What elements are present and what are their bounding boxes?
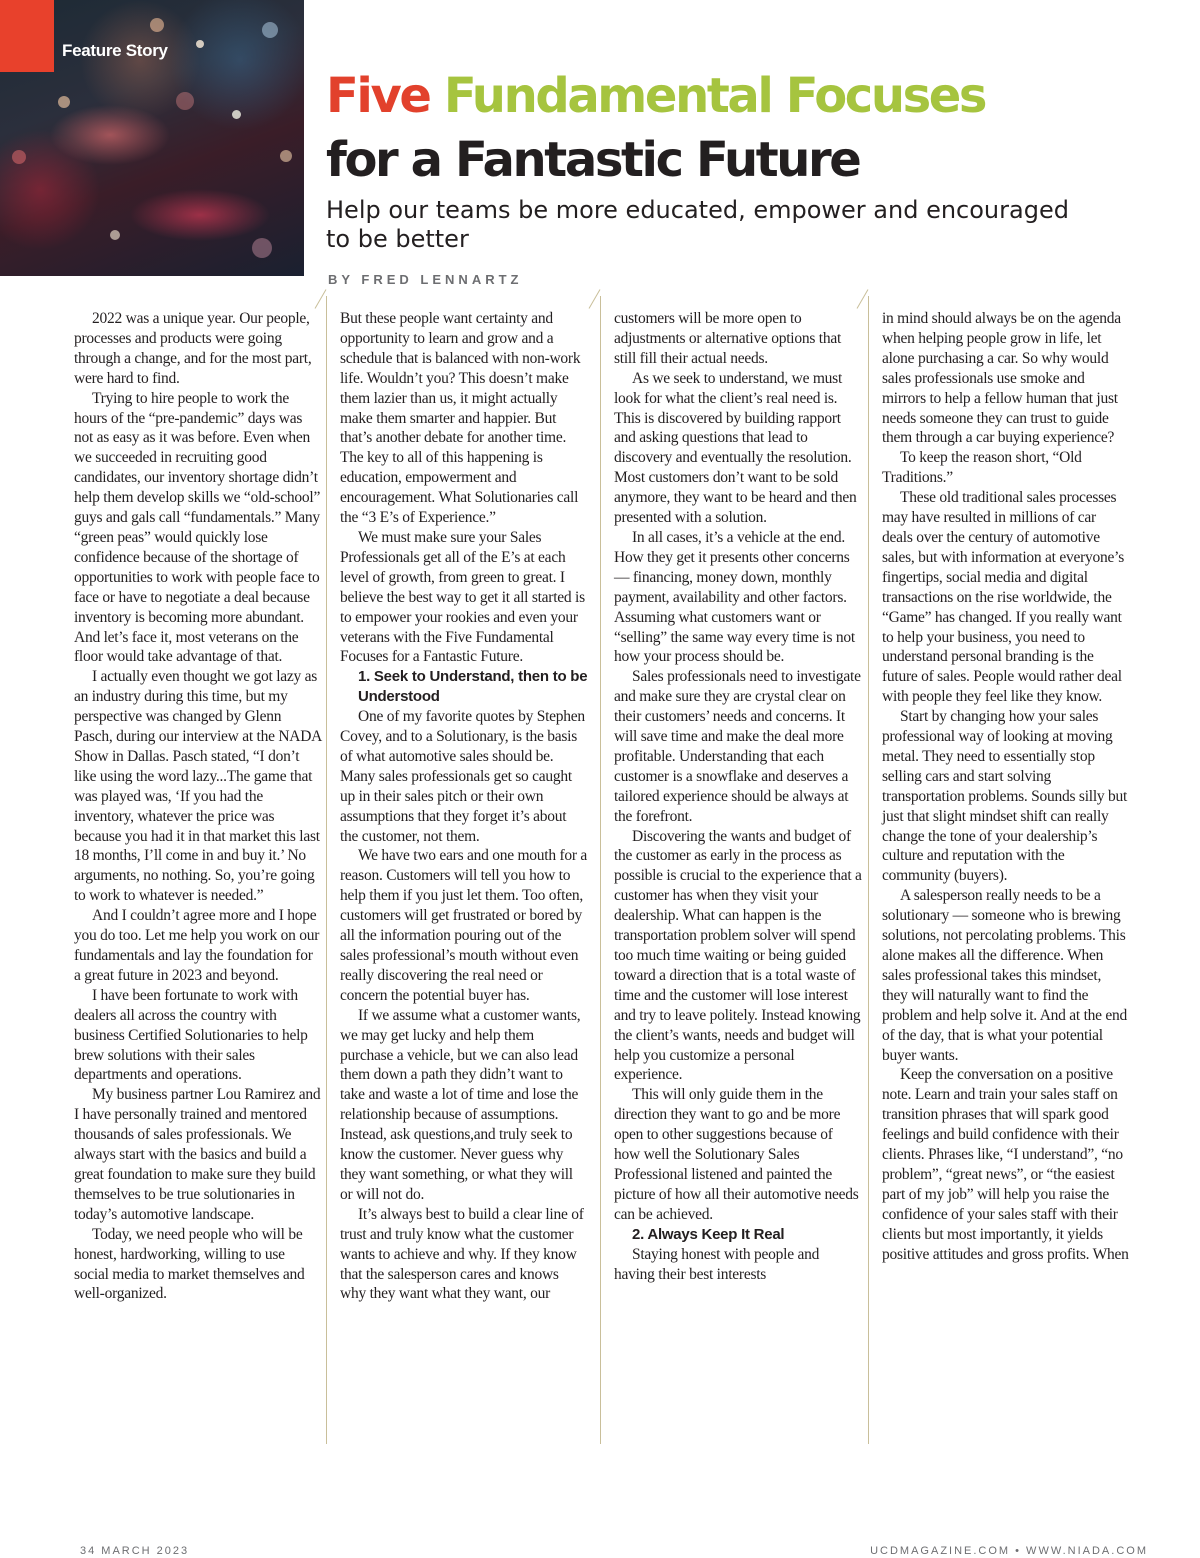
paragraph: in mind should always be on the agenda when helping people grow in life, let alone purchasing a car. So why would sales professionals use smoke and mirrors to help a fellow human that just needs someone they can trust to guide them through a car buying experience?: [882, 310, 1121, 447]
paragraph: Sales professionals need to investigate and make sure they are crystal clear on their customers’ needs and concerns. It will save time and make the deal more profitable. Understanding that each customer is a snowflake and deserves a tailored experience should be always at the forefront.: [614, 668, 861, 825]
paragraph: But these people want certainty and opportunity to learn and grow and a schedule that is balanced with non-work life. Wouldn’t you? This doesn’t make them lazier than us, it might actually make them smarter and happier. But that’s another debate for another time. The key to all of this happening is education, empowerment and encouragement. What Solutionaries call the “3 E’s of Experience.”: [340, 310, 581, 527]
column-divider: [326, 296, 328, 1444]
paragraph: My business partner Lou Ramirez and I have personally trained and mentored thousands of sales professionals. We always start with the basics and build a great foundation to make sure they build themselves to be true solutionaries in today’s automotive landscape.: [74, 1086, 321, 1223]
page-title: [326, 64, 985, 192]
paragraph: If we assume what a customer wants, we may get lucky and help them purchase a vehicle, but we can also lead them down a path they didn’t want to take and waste a lot of time and lose the relationship because of assumptions. Instead, ask questions,and truly seek to know the customer. Never guess why they want something, or what they will or will not do.: [340, 1006, 581, 1203]
article-column-2: [340, 309, 588, 1304]
hero-image: [0, 0, 304, 276]
paragraph: These old traditional sales processes may have resulted in millions of car deals over the century of automotive sales, but with information at everyone’s fingertips, social media and digital transactions on the rise worldwide, the “Game” has changed. If you really want to help your business, you need to understand personal branding is the future of sales. People would rather deal with people they feel like they know.: [882, 489, 1124, 706]
paragraph: Start by changing how your sales professional way of looking at moving metal. They need to essentially stop selling cars and start solving transportation problems. Sounds silly but just that slight mindset shift can really change the tone of your dealership’s culture and reputation with the community (buyers).: [882, 708, 1128, 885]
paragraph: It’s always best to build a clear line of trust and truly know what the customer wants to achieve and why. If they know that the salesperson cares and knows why they want what they want, our: [340, 1205, 584, 1303]
paragraph: I actually even thought we got lazy as an industry during this time, but my perspective was changed by Glenn Pasch, during our interview at the NADA Show in Dallas. Pasch stated, “I don’t like using the word lazy...The game that was played was, ‘If you had the inventory, whatever the price was because you had it in that market this last 18 months, I’ll come in and buy it.’ No arguments, no nothing. So, you’re going to work to whatever is needed.”: [74, 668, 322, 905]
page-info: 34 MARCH 2023: [80, 1545, 190, 1557]
title-line-two: for a Fantastic Future: [326, 132, 860, 188]
byline: BY FRED LENNARTZ: [328, 272, 523, 287]
paragraph: I have been fortunate to work with dealers all across the country with business Certified Solutionaries to help brew solutions with their sales departments and operations.: [74, 986, 308, 1084]
paragraph: Staying honest with people and having their best interests: [614, 1245, 820, 1283]
paragraph: In all cases, it’s a vehicle at the end. How they get it presents other concerns — financing, money down, monthly payment, availability and other factors. Assuming what customers want or “selling” the same way every time is not how your process should be.: [614, 528, 855, 666]
paragraph: As we seek to understand, we must look for what the client’s real need is. This is discovered by building rapport and asking questions that lead to discovery and eventually the resolution. Most customers don’t want to be sold anymore, they want to be heard and then presented with a solution.: [614, 369, 857, 527]
column-divider: [600, 296, 602, 1444]
paragraph: We must make sure your Sales Professionals get all of the E’s at each level of growth, from green to great. I believe the best way to get it all started is to empower your rookies and even your veterans with the Five Fundamental Focuses for a Fantastic Future.: [340, 528, 585, 666]
paragraph: Discovering the wants and budget of the customer as early in the process as possible is crucial to the experience that a customer has when they visit your dealership. What can happen is the transportation problem solver will spend too much time waiting or being guided toward a direction that is a total waste of time and the customer will lose interest and try to leave politely. Instead knowing the client’s wants, needs and budget will help you customize a personal experience.: [614, 827, 862, 1084]
section-heading: 1. Seek to Understand, then to be Understood: [358, 668, 588, 706]
section-label: Feature Story: [62, 41, 168, 60]
paragraph: To keep the reason short, “Old Traditions.”: [882, 449, 1082, 487]
subtitle: Help our teams be more educated, empower and encouraged to be better: [326, 196, 1069, 253]
paragraph: One of my favorite quotes by Stephen Covey, and to a Solutionary, is the basis of what automotive sales should be. Many sales professionals get so caught up in their sales pitch or their own assumptions that they forget it’s about the customer, not them.: [340, 708, 585, 845]
article-column-4: [882, 309, 1130, 1265]
paragraph: 2022 was a unique year. Our people, processes and products were going through a change, and for the most part, were hard to find.: [74, 310, 312, 387]
paragraph: This will only guide them in the direction they want to go and be more open to other suggestions because of how well the Solutionary Sales Professional listened and painted the picture of how all their automotive needs can be achieved.: [614, 1086, 859, 1223]
title-fundamental-focuses: Fundamental Focuses: [443, 68, 986, 124]
paragraph: Keep the conversation on a positive note. Learn and train your sales staff on transition phrases that will spark good feelings and build confidence with their clients. Phrases like, “I understand”, “no problem”, “great news”, or “the easiest part of my job” will help you raise the confidence of your sales staff with their clients but most importantly, it yields positive attitudes and gross profits. When: [882, 1066, 1129, 1263]
paragraph: We have two ears and one mouth for a reason. Customers will tell you how to help them if you just let them. Too often, customers will get frustrated or bored by all the information pouring out of the sales professional’s mouth without even really discovering the real need or concern the potential buyer has.: [340, 847, 588, 1004]
title-word-five: Five: [326, 68, 430, 124]
paragraph: Today, we need people who will be honest, hardworking, willing to use social media to market themselves and well-organized.: [74, 1225, 305, 1303]
column-divider: [868, 296, 870, 1444]
paragraph: A salesperson really needs to be a solutionary — someone who is brewing solutions, not percolating problems. This alone makes all the difference. When sales professional takes this mindset, they will naturally want to find the problem and help solve it. And at the end of the day, that is what your potential buyer wants.: [882, 887, 1128, 1064]
paragraph: And I couldn’t agree more and I hope you do too. Let me help you work on our fundamentals and lay the foundation for a great future in 2023 and beyond.: [74, 907, 320, 984]
paragraph: customers will be more open to adjustments or alternative options that still fill their actual needs.: [614, 310, 842, 367]
section-heading: 2. Always Keep It Real: [632, 1225, 785, 1243]
article-column-1: [74, 309, 322, 1304]
feature-tab: [0, 0, 54, 72]
site-url[interactable]: UCDMAGAZINE.COM • WWW.NIADA.COM: [870, 1545, 1148, 1557]
paragraph: Trying to hire people to work the hours of the “pre-pandemic” days was not as easy as it was before. Even when we succeeded in recruiting good candidates, our inventory shortage didn’t help them develop skills we “old-school” guys and gals call “fundamentals.” Many “green peas” would quickly lose confidence because of the shortage of opportunities to work with people face to face or have to negotiate a deal because inventory is becoming more abundant. And let’s face it, most veterans on the floor would take advantage of that.: [74, 389, 321, 666]
article-column-3: [614, 309, 862, 1284]
